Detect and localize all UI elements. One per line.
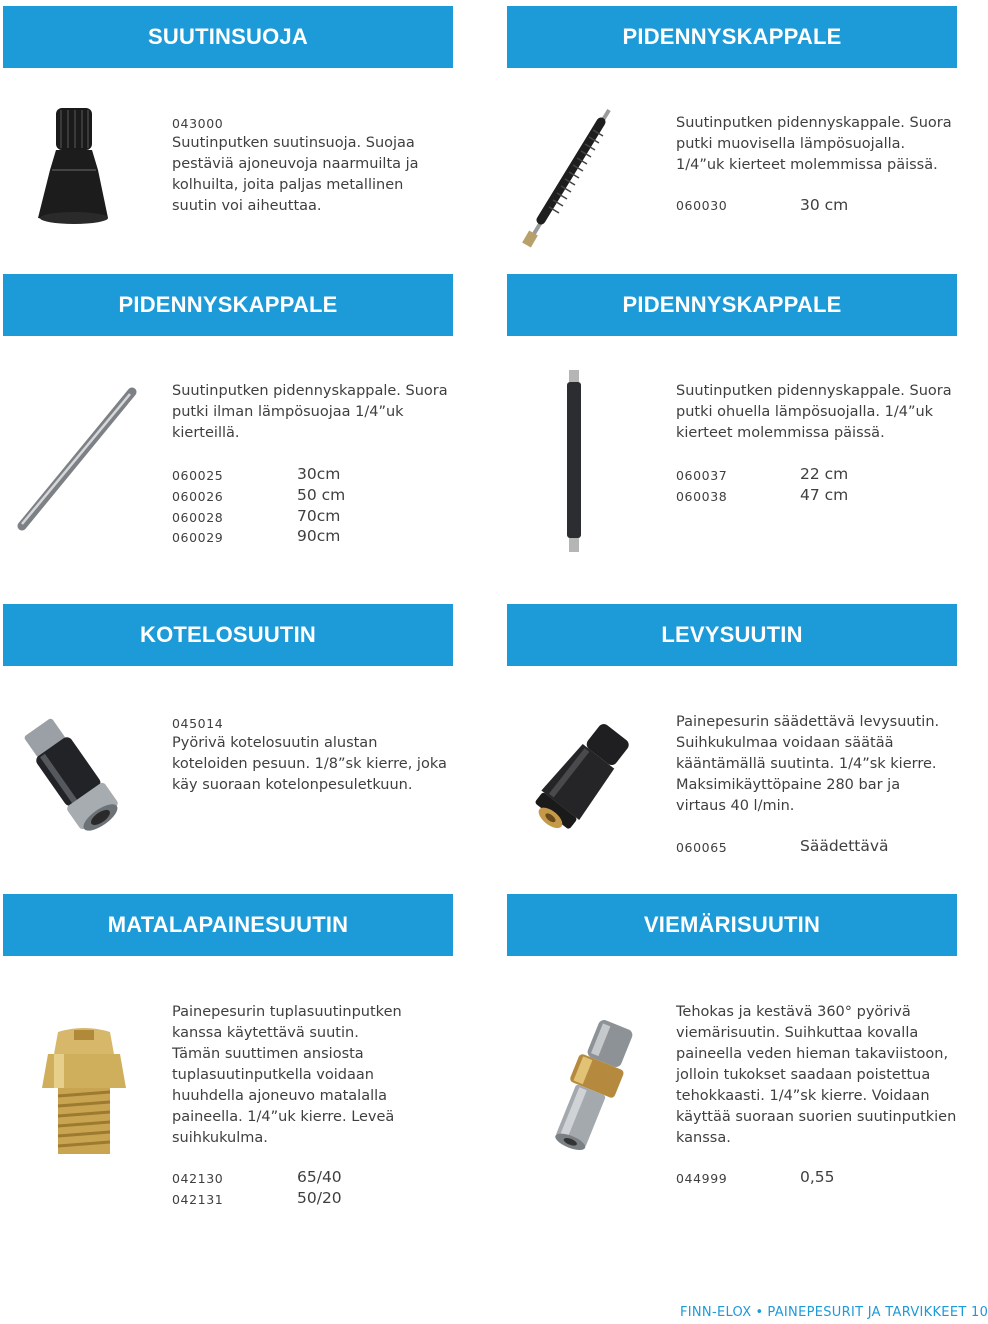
product-code: 060029	[172, 530, 224, 545]
brass-nozzle-icon	[36, 1026, 132, 1160]
adjustable-nozzle-icon	[518, 716, 642, 844]
section-title-suutinsuoja: SUUTINSUOJA	[3, 6, 453, 68]
product-value: 50/20	[297, 1189, 342, 1207]
product-description: Tehokas ja kestävä 360° pyörivä viemärisuutin. Suihkuttaa kovalla paineella veden hieman takaviistoon, jolloin tukokset saadaan poistettua tehokkaasti. 1/4”sk kierre. Voidaan käyttää suoraan suorien suutinputkien kanssa.	[676, 1004, 957, 1146]
nozzle-guard-icon	[28, 100, 118, 230]
section-title-viemarisuutin: VIEMÄRISUUTIN	[507, 894, 957, 956]
insulated-pipe-icon	[556, 368, 592, 554]
product-description: Suutinputken pidennyskappale. Suora putki ilman lämpösuojaa 1/4”uk kierteillä.	[172, 383, 448, 441]
product-code: 060037	[676, 468, 728, 483]
product-size: 90cm	[297, 527, 341, 545]
page-footer	[680, 1305, 988, 1320]
section-title-kotelosuutin: KOTELOSUUTIN	[3, 604, 453, 666]
product-size: 50 cm	[297, 486, 346, 504]
product-size: 30 cm	[800, 196, 849, 214]
product-size: 47 cm	[800, 486, 849, 504]
product-code: 060038	[676, 489, 728, 504]
footer-brand: FINN-ELOX	[680, 1305, 752, 1320]
product-description: Suutinputken pidennyskappale. Suora putki muovisella lämpösuojalla. 1/4”uk kierteet molemmissa päissä.	[676, 115, 952, 173]
product-code: 060025	[172, 468, 224, 483]
product-code: 060065	[676, 840, 728, 855]
product-code: 042130	[172, 1171, 224, 1186]
product-code: 043000	[172, 116, 224, 131]
product-code: 060028	[172, 510, 224, 525]
product-description: Suutinputken suutinsuoja. Suojaa pestäviä ajoneuvoja naarmuilta ja kolhuilta, joita paljas metallinen suutin voi aiheuttaa.	[172, 135, 419, 214]
product-description: Suutinputken pidennyskappale. Suora putki ohuella lämpösuojalla. 1/4”uk kierteet molemmissa päissä.	[676, 383, 952, 441]
section-title-pidennyskappale-1: PIDENNYSKAPPALE	[507, 6, 957, 68]
section-title-pidennyskappale-3: PIDENNYSKAPPALE	[507, 274, 957, 336]
product-description: Painepesurin säädettävä levysuutin. Suihkukulmaa voidaan säätää kääntämällä suutinta. 1/4”sk kierre. Maksimikäyttöpaine 280 bar ja virtaus 40 l/min.	[676, 714, 940, 814]
footer-text: PAINEPESURIT JA TARVIKKEET	[767, 1305, 967, 1320]
product-size: 70cm	[297, 507, 341, 525]
section-title-levysuutin: LEVYSUUTIN	[507, 604, 957, 666]
product-code: 044999	[676, 1171, 728, 1186]
product-code: 060026	[172, 489, 224, 504]
product-description: Painepesurin tuplasuutinputken kanssa käytettävä suutin. Tämän suuttimen ansiosta tuplasuutinputkella voidaan huuhdella ajoneuvo matalalla paineella. 1/4”uk kierre. Leveä suihkukulma.	[172, 1004, 402, 1146]
footer-separator: •	[755, 1305, 764, 1320]
page-number: 10	[971, 1305, 988, 1320]
product-size: 22 cm	[800, 465, 849, 483]
product-code: 042131	[172, 1192, 224, 1207]
product-code: 045014	[172, 716, 224, 731]
housing-nozzle-icon	[4, 712, 134, 840]
drain-nozzle-icon	[540, 1016, 644, 1160]
product-size: Säädettävä	[800, 837, 889, 855]
product-value: 65/40	[297, 1168, 342, 1186]
product-code: 060030	[676, 198, 728, 213]
product-size: 30cm	[297, 465, 341, 483]
steel-pipe-icon	[8, 380, 148, 540]
section-title-matalapainesuutin: MATALAPAINESUUTIN	[3, 894, 453, 956]
product-description: Pyörivä kotelosuutin alustan koteloiden pesuun. 1/8”sk kierre, joka käy suoraan kotelonpesuletkuun.	[172, 735, 447, 793]
section-title-pidennyskappale-2: PIDENNYSKAPPALE	[3, 274, 453, 336]
product-value: 0,55	[800, 1168, 835, 1186]
extension-coil-icon	[515, 100, 625, 250]
